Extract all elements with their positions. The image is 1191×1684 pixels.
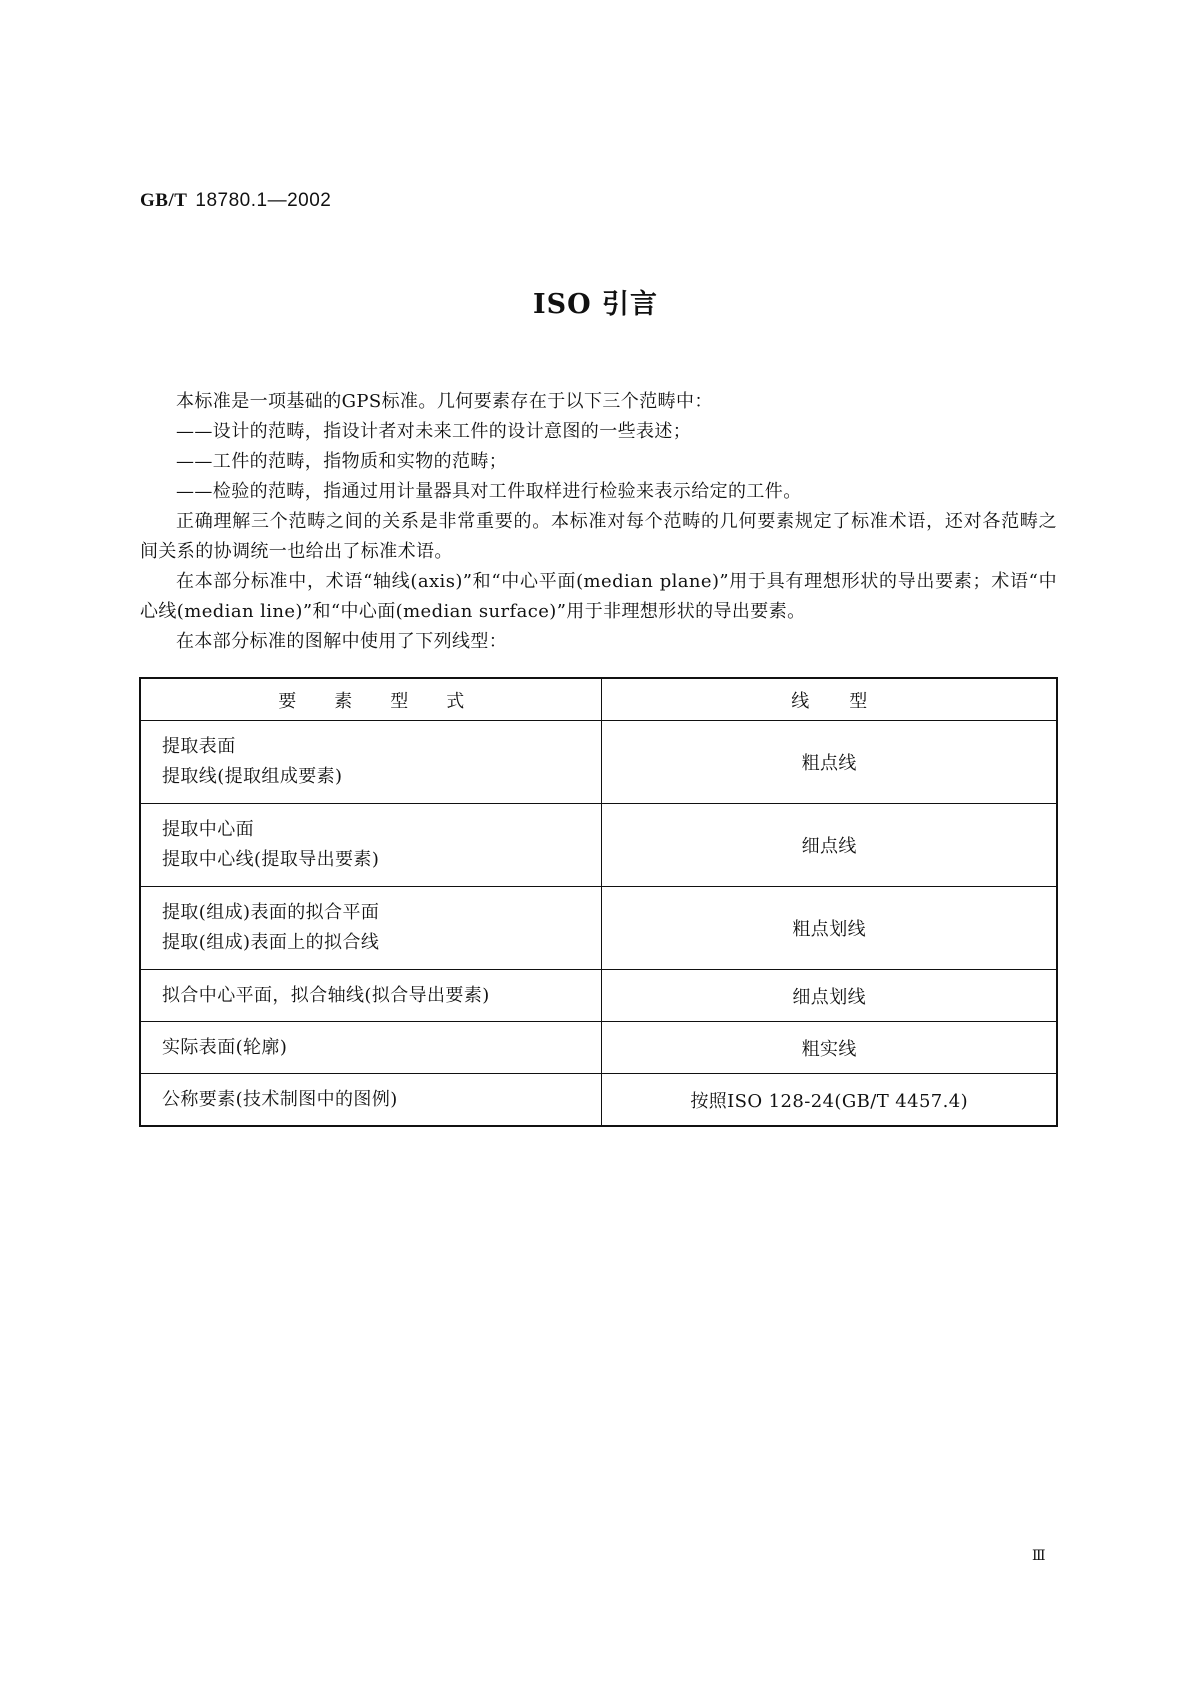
page-title: ISO 引言	[532, 289, 659, 320]
element-cell	[140, 721, 602, 804]
element-cell	[140, 970, 602, 1022]
paragraph-terminology: 在本部分标准中，术语“轴线(axis)”和“中心平面(median plane)”用于具有理想形状的导出要素；术语“中心线(median line)”和“中心面(median surface)”用于非理想形状的导出要素。	[140, 571, 1057, 622]
paragraph-relationship: 正确理解三个范畴之间的关系是非常重要的。本标准对每个范畴的几何要素规定了标准术语，还对各范畴之间关系的协调统一也给出了标准术语。	[140, 511, 1057, 562]
element-cell	[140, 1022, 602, 1074]
element-text: 提取(组成)表面的拟合平面	[162, 902, 380, 923]
page-number: Ⅲ	[1032, 1548, 1046, 1564]
line-type-table	[139, 677, 1058, 1127]
element-cell	[140, 1074, 602, 1127]
paragraph-inspection-category: ——检验的范畴，指通过用计量器具对工件取样进行检验来表示给定的工件。	[176, 481, 802, 502]
element-cell	[140, 804, 602, 887]
standard-number: 18780.1—2002	[195, 190, 332, 211]
introduction-body	[140, 387, 1057, 657]
paragraph-workpiece-category: ——工件的范畴，指物质和实物的范畴；	[176, 451, 508, 472]
paragraph-line-types-intro: 在本部分标准的图解中使用了下列线型：	[176, 631, 508, 652]
table-row	[140, 721, 1057, 804]
header-line-type-label: 线型	[791, 690, 908, 712]
line-type-cell: 粗点划线	[602, 887, 1057, 970]
table-row	[140, 887, 1057, 970]
line-type-cell: 细点线	[602, 804, 1057, 887]
line-type-cell: 粗实线	[602, 1022, 1057, 1074]
table-row	[140, 1074, 1057, 1127]
element-text: 提取中心面	[162, 819, 254, 840]
element-text: 提取中心线(提取导出要素)	[162, 849, 380, 870]
element-text: 实际表面(轮廓)	[162, 1036, 288, 1058]
paragraph-design-category: ——设计的范畴，指设计者对未来工件的设计意图的一些表述；	[176, 421, 692, 442]
element-text: 拟合中心平面，拟合轴线(拟合导出要素)	[162, 984, 490, 1006]
line-type-cell: 粗点线	[602, 721, 1057, 804]
element-cell	[140, 887, 602, 970]
element-text: 提取线(提取组成要素)	[162, 766, 343, 787]
element-text: 提取(组成)表面上的拟合线	[162, 932, 380, 953]
standard-prefix: GB/T	[140, 190, 188, 211]
table-row	[140, 804, 1057, 887]
header-line-type	[602, 678, 1057, 721]
line-type-cell: 细点划线	[602, 970, 1057, 1022]
element-text: 提取表面	[162, 736, 236, 757]
table-header-row	[140, 678, 1057, 721]
document-code	[140, 190, 331, 212]
header-element-type-label: 要素型式	[278, 690, 503, 712]
line-type-cell: 按照ISO 128-24(GB/T 4457.4)	[602, 1074, 1057, 1127]
header-element-type	[140, 678, 602, 721]
table-row	[140, 1022, 1057, 1074]
paragraph-intro: 本标准是一项基础的GPS标准。几何要素存在于以下三个范畴中：	[176, 391, 713, 412]
element-text: 公称要素(技术制图中的图例)	[162, 1088, 398, 1110]
table-row	[140, 970, 1057, 1022]
